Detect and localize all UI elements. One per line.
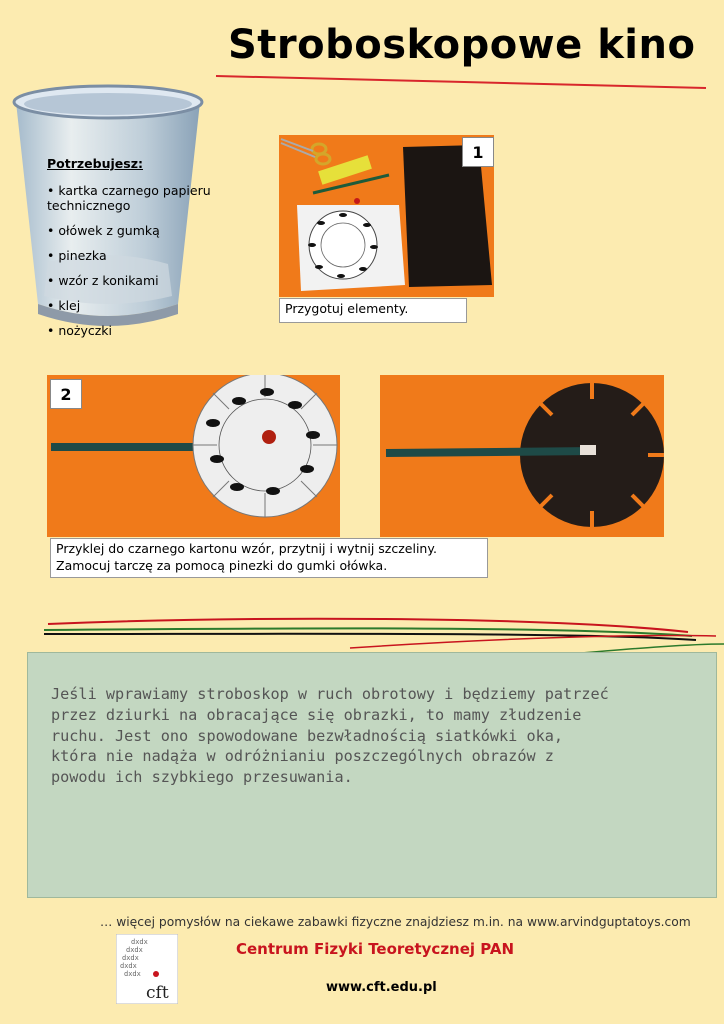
material-item: • klej: [47, 298, 81, 313]
info-line: ruchu. Jest ono spowodowane bezwładnością siatkówki oka,: [51, 726, 564, 745]
logo-pattern-line: dxdx: [120, 962, 137, 970]
logo-pattern-line: dxdx: [122, 954, 139, 962]
material-item: • nożyczki: [47, 323, 113, 338]
logo-pattern-line: dxdx: [126, 946, 143, 954]
more-ideas-text: … więcej pomysłów na ciekawe zabawki fizyczne znajdziesz m.in. na www.arvindguptatoys.com: [100, 915, 691, 929]
step-1-caption: Przygotuj elementy.: [279, 298, 467, 323]
step-1-badge: 1: [462, 137, 494, 167]
cft-logo: [116, 934, 178, 1004]
material-item: • kartka czarnego papieru technicznego: [47, 183, 211, 213]
organization-name: Centrum Fizyki Teoretycznej PAN: [236, 940, 515, 958]
page-title: Stroboskopowe kino: [228, 22, 696, 68]
logo-pattern-line: dxdx: [131, 938, 148, 946]
black-disc-graphic: [380, 375, 664, 537]
step-2-caption-line: Przyklej do czarnego kartonu wzór, przytnij i wytnij szczeliny.: [56, 541, 437, 556]
website-link[interactable]: www.cft.edu.pl: [326, 980, 437, 995]
info-line: powodu ich szybkiego przesuwania.: [51, 768, 353, 787]
step-2-result-photo: [380, 375, 664, 537]
info-line: Jeśli wprawiamy stroboskop w ruch obrotowy i będziemy patrzeć: [51, 685, 609, 703]
decorative-swoosh: [40, 608, 724, 658]
materials-list: [47, 156, 217, 348]
materials-heading: Potrzebujesz:: [47, 156, 143, 171]
material-item: • ołówek z gumką: [47, 223, 160, 238]
step-2-badge: 2: [50, 379, 82, 409]
step-2-caption: [50, 538, 488, 578]
info-line: która nie nadąża w odróżnianiu poszczególnych obrazów z: [51, 747, 554, 766]
logo-text: cft: [146, 983, 169, 1003]
material-item: • wzór z konikami: [47, 273, 159, 288]
logo-pattern-line: dxdx: [124, 970, 141, 978]
material-item: • pinezka: [47, 248, 107, 263]
step-2-photo: [47, 375, 340, 537]
title-underline: [214, 70, 709, 92]
step-2-caption-line: Zamocuj tarczę za pomocą pinezki do gumki ołówka.: [56, 557, 388, 573]
info-text: [51, 684, 701, 788]
disc-on-pencil-graphic: [47, 375, 340, 537]
info-line: przez dziurki na obracające się obrazki, to mamy złudzenie: [51, 705, 582, 724]
